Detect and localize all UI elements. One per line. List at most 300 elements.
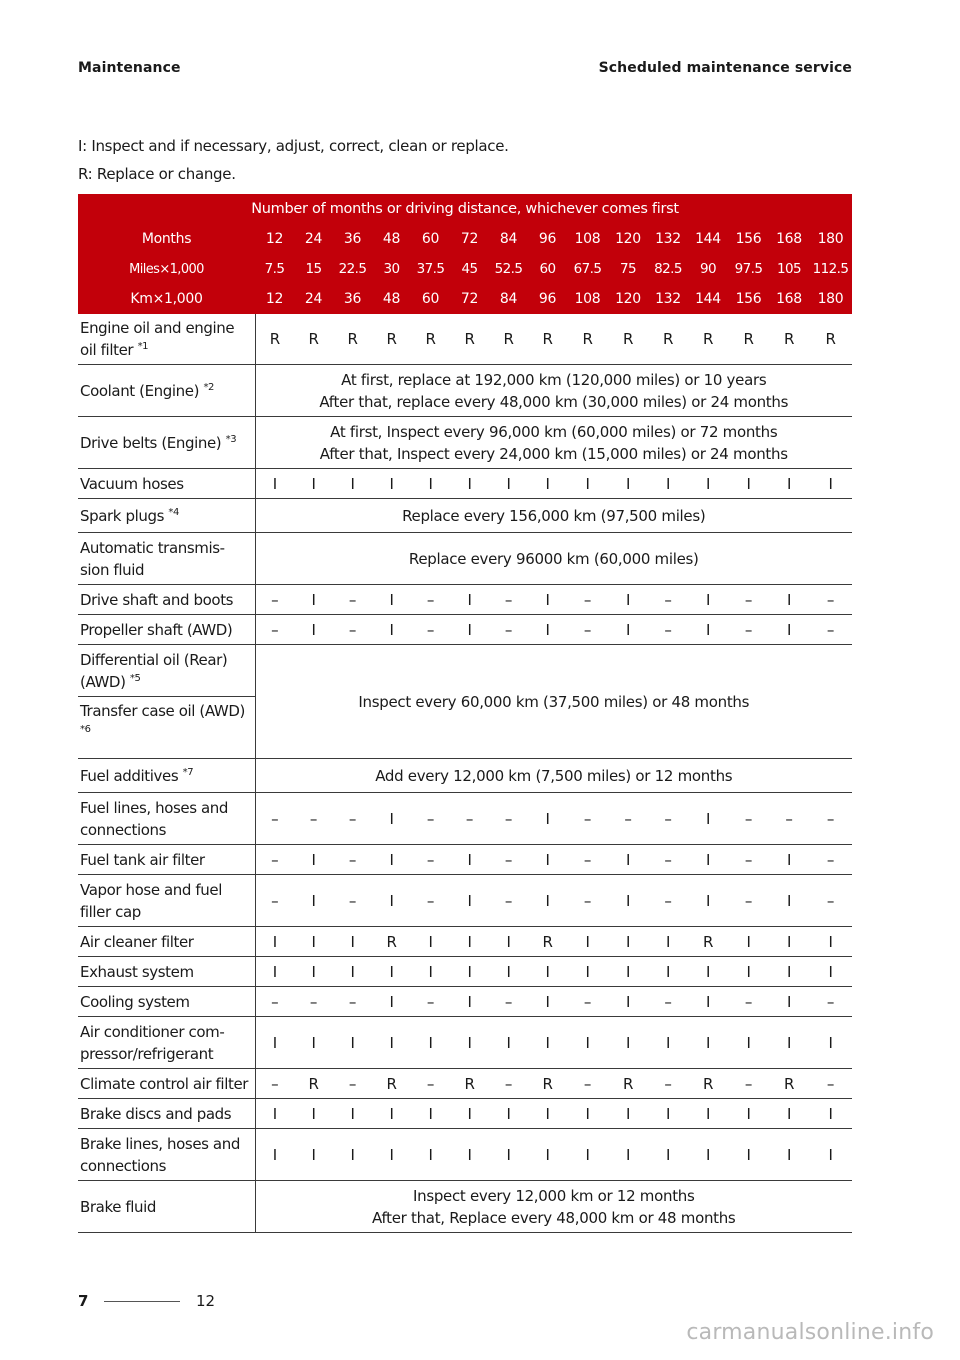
- service-code: –: [809, 845, 852, 875]
- service-code: I: [411, 927, 450, 957]
- service-code: I: [450, 1129, 489, 1181]
- service-code: –: [728, 987, 769, 1017]
- service-code: R: [528, 1069, 567, 1099]
- service-code: –: [809, 793, 852, 845]
- service-code: I: [450, 615, 489, 645]
- miles-row-value: 22.5: [333, 254, 372, 284]
- miles-row-value: 75: [608, 254, 648, 284]
- service-code: I: [528, 615, 567, 645]
- service-code: –: [648, 1069, 688, 1099]
- service-code: I: [769, 927, 809, 957]
- interval-text: Inspect every 60,000 km (37,500 miles) or 48 months: [358, 692, 750, 711]
- service-code: I: [450, 585, 489, 615]
- interval-text: Replace every 156,000 km (97,500 miles): [402, 506, 706, 525]
- service-code: I: [372, 469, 411, 499]
- km-row: [78, 284, 852, 314]
- item-cell: [78, 585, 255, 615]
- service-code: –: [567, 1069, 608, 1099]
- service-code: R: [688, 1069, 728, 1099]
- km-row-label: Km×1,000: [78, 284, 255, 314]
- service-code: R: [372, 314, 411, 365]
- service-code: I: [372, 1099, 411, 1129]
- service-code: I: [769, 615, 809, 645]
- service-code: –: [728, 875, 769, 927]
- service-code: I: [769, 585, 809, 615]
- months-row-value: 48: [372, 224, 411, 254]
- item-cell: [78, 314, 255, 365]
- schedule-row-climate-filter: [78, 1069, 852, 1099]
- item-label: Exhaust system: [80, 962, 194, 981]
- km-row-value: 36: [333, 284, 372, 314]
- table-banner: Number of months or driving distance, whichever comes first: [78, 194, 852, 224]
- interval-note: [255, 417, 852, 469]
- page-title: Scheduled maintenance service: [598, 60, 852, 76]
- months-row-value: 108: [567, 224, 608, 254]
- miles-row-value: 37.5: [411, 254, 450, 284]
- service-code: –: [809, 615, 852, 645]
- service-code: –: [255, 845, 294, 875]
- months-row-value: 132: [648, 224, 688, 254]
- service-code: R: [372, 927, 411, 957]
- schedule-row-coolant: [78, 365, 852, 417]
- service-code: I: [688, 615, 728, 645]
- schedule-row-brake-lines: [78, 1129, 852, 1181]
- service-code: –: [608, 793, 648, 845]
- footnote-ref: *6: [80, 724, 91, 735]
- item-cell: [78, 759, 255, 793]
- service-code: –: [809, 987, 852, 1017]
- service-code: I: [489, 469, 528, 499]
- schedule-row-spark-plugs: [78, 499, 852, 533]
- service-code: I: [489, 1017, 528, 1069]
- item-label: Fuel additives: [80, 766, 179, 785]
- schedule-row-exhaust: [78, 957, 852, 987]
- service-code: I: [648, 957, 688, 987]
- months-row: [78, 224, 852, 254]
- service-code: –: [489, 875, 528, 927]
- item-label: Coolant (Engine): [80, 381, 200, 400]
- item-cell: [78, 957, 255, 987]
- service-code: I: [489, 927, 528, 957]
- item-label: Climate control air filter: [80, 1074, 249, 1093]
- service-code: I: [769, 875, 809, 927]
- interval-note: [255, 1181, 852, 1233]
- service-code: I: [648, 1099, 688, 1129]
- miles-row-value: 82.5: [648, 254, 688, 284]
- months-row-value: 72: [450, 224, 489, 254]
- interval-note: [255, 499, 852, 533]
- service-code: –: [411, 585, 450, 615]
- service-code: I: [528, 1129, 567, 1181]
- item-label: Spark plugs: [80, 506, 164, 525]
- schedule-row-engine-oil: [78, 314, 852, 365]
- miles-row-value: 90: [688, 254, 728, 284]
- km-row-value: 84: [489, 284, 528, 314]
- schedule-row-cooling: [78, 987, 852, 1017]
- service-code: I: [255, 957, 294, 987]
- service-code: R: [372, 1069, 411, 1099]
- service-code: I: [528, 957, 567, 987]
- item-cell: [78, 417, 255, 469]
- service-code: I: [688, 987, 728, 1017]
- service-code: R: [608, 314, 648, 365]
- service-code: R: [450, 314, 489, 365]
- item-cell: [78, 697, 255, 759]
- service-code: –: [333, 845, 372, 875]
- service-code: I: [528, 585, 567, 615]
- page-header: [78, 60, 852, 82]
- service-code: –: [567, 793, 608, 845]
- service-code: I: [608, 585, 648, 615]
- service-code: I: [567, 1099, 608, 1129]
- service-code: I: [728, 1017, 769, 1069]
- schedule-row-auto-trans: [78, 533, 852, 585]
- footnote-ref: *5: [129, 672, 141, 684]
- service-code: I: [728, 957, 769, 987]
- item-cell: [78, 845, 255, 875]
- legend: [78, 132, 509, 188]
- service-code: –: [809, 585, 852, 615]
- item-cell: [78, 1069, 255, 1099]
- service-code: I: [567, 927, 608, 957]
- km-row-value: 108: [567, 284, 608, 314]
- footnote-ref: *3: [225, 433, 237, 445]
- km-row-value: 132: [648, 284, 688, 314]
- service-code: I: [333, 1129, 372, 1181]
- service-code: I: [608, 927, 648, 957]
- service-code: I: [333, 469, 372, 499]
- miles-row-value: 15: [294, 254, 333, 284]
- service-code: –: [255, 1069, 294, 1099]
- service-code: I: [608, 987, 648, 1017]
- service-code: –: [411, 615, 450, 645]
- service-code: R: [294, 1069, 333, 1099]
- footer-divider: [104, 1301, 180, 1302]
- service-code: I: [809, 927, 852, 957]
- service-code: R: [688, 927, 728, 957]
- interval-text: After that, Inspect every 24,000 km (15,000 miles) or 24 months: [319, 444, 788, 463]
- maintenance-schedule-table: [78, 194, 852, 1233]
- service-code: I: [372, 987, 411, 1017]
- service-code: R: [450, 1069, 489, 1099]
- service-code: –: [255, 585, 294, 615]
- schedule-row-fuel-additives: [78, 759, 852, 793]
- service-code: –: [728, 793, 769, 845]
- miles-row-value: 67.5: [567, 254, 608, 284]
- item-label: Automatic transmis-sion fluid: [80, 538, 225, 579]
- service-code: I: [333, 1099, 372, 1129]
- months-row-value: 12: [255, 224, 294, 254]
- interval-text: At first, Inspect every 96,000 km (60,000 miles) or 72 months: [330, 422, 778, 441]
- item-cell: [78, 1181, 255, 1233]
- header-banner-row: [78, 194, 852, 224]
- service-code: I: [450, 1017, 489, 1069]
- item-cell: [78, 1129, 255, 1181]
- service-code: I: [688, 957, 728, 987]
- service-code: –: [294, 793, 333, 845]
- service-code: –: [809, 1069, 852, 1099]
- service-code: I: [294, 957, 333, 987]
- km-row-value: 48: [372, 284, 411, 314]
- miles-row-value: 105: [769, 254, 809, 284]
- service-code: I: [450, 927, 489, 957]
- service-code: I: [769, 1099, 809, 1129]
- service-code: –: [411, 875, 450, 927]
- service-code: I: [255, 1017, 294, 1069]
- service-code: I: [728, 927, 769, 957]
- service-code: –: [489, 585, 528, 615]
- legend-replace: R: Replace or change.: [78, 165, 236, 183]
- item-label: Fuel tank air filter: [80, 850, 205, 869]
- service-code: I: [411, 1017, 450, 1069]
- schedule-row-drive-shaft: [78, 585, 852, 615]
- service-code: I: [688, 875, 728, 927]
- item-cell: [78, 793, 255, 845]
- service-code: –: [648, 615, 688, 645]
- service-code: I: [372, 793, 411, 845]
- service-code: I: [528, 1017, 567, 1069]
- legend-inspect: I: Inspect and if necessary, adjust, correct, clean or replace.: [78, 137, 509, 155]
- service-code: I: [608, 469, 648, 499]
- item-cell: [78, 927, 255, 957]
- service-code: R: [769, 314, 809, 365]
- item-label: Transfer case oil (AWD): [80, 702, 245, 720]
- item-label: Brake discs and pads: [80, 1104, 232, 1123]
- service-code: I: [528, 987, 567, 1017]
- item-label: Drive shaft and boots: [80, 590, 234, 609]
- schedule-row-brake-fluid: [78, 1181, 852, 1233]
- service-code: I: [294, 1017, 333, 1069]
- item-cell: [78, 645, 255, 697]
- service-code: –: [648, 585, 688, 615]
- km-row-value: 24: [294, 284, 333, 314]
- service-code: –: [333, 793, 372, 845]
- service-code: R: [648, 314, 688, 365]
- service-code: I: [294, 927, 333, 957]
- service-code: –: [567, 875, 608, 927]
- months-row-value: 36: [333, 224, 372, 254]
- item-cell: [78, 533, 255, 585]
- service-code: I: [372, 875, 411, 927]
- service-code: I: [648, 1017, 688, 1069]
- interval-note: [255, 759, 852, 793]
- service-code: –: [294, 987, 333, 1017]
- miles-row-value: 30: [372, 254, 411, 284]
- miles-row-value: 60: [528, 254, 567, 284]
- item-label: Drive belts (Engine): [80, 433, 222, 452]
- service-code: I: [728, 1129, 769, 1181]
- item-label: Vacuum hoses: [80, 474, 184, 493]
- item-label: Fuel lines, hoses and connections: [80, 798, 229, 839]
- interval-note: [255, 365, 852, 417]
- service-code: I: [608, 845, 648, 875]
- service-code: –: [333, 875, 372, 927]
- service-code: –: [255, 987, 294, 1017]
- miles-row-label: Miles×1,000: [78, 254, 255, 284]
- service-code: R: [608, 1069, 648, 1099]
- service-code: I: [608, 1099, 648, 1129]
- service-code: R: [769, 1069, 809, 1099]
- schedule-row-ac-compressor: [78, 1017, 852, 1069]
- service-code: I: [255, 1129, 294, 1181]
- schedule-row-diff-oil: [78, 645, 852, 697]
- interval-text: Inspect every 12,000 km or 12 months: [412, 1186, 695, 1205]
- service-code: I: [528, 469, 567, 499]
- service-code: I: [294, 1099, 333, 1129]
- months-row-value: 84: [489, 224, 528, 254]
- service-code: I: [648, 469, 688, 499]
- item-cell: [78, 469, 255, 499]
- km-row-value: 120: [608, 284, 648, 314]
- service-code: I: [809, 1129, 852, 1181]
- service-code: I: [255, 1099, 294, 1129]
- km-row-value: 72: [450, 284, 489, 314]
- service-code: –: [648, 793, 688, 845]
- miles-row-value: 7.5: [255, 254, 294, 284]
- schedule-row-fuel-lines: [78, 793, 852, 845]
- service-code: I: [372, 1129, 411, 1181]
- item-label: Propeller shaft (AWD): [80, 620, 233, 639]
- service-code: I: [688, 1017, 728, 1069]
- service-code: –: [567, 845, 608, 875]
- service-code: I: [769, 957, 809, 987]
- service-code: I: [608, 875, 648, 927]
- service-code: I: [648, 927, 688, 957]
- schedule-row-brake-discs: [78, 1099, 852, 1129]
- footnote-ref: *2: [203, 381, 214, 393]
- service-code: I: [294, 615, 333, 645]
- service-code: I: [809, 957, 852, 987]
- months-row-value: 168: [769, 224, 809, 254]
- service-code: R: [728, 314, 769, 365]
- schedule-row-propeller-shaft: [78, 615, 852, 645]
- service-code: I: [608, 957, 648, 987]
- months-row-value: 144: [688, 224, 728, 254]
- service-code: I: [255, 927, 294, 957]
- service-code: I: [294, 469, 333, 499]
- months-row-value: 96: [528, 224, 567, 254]
- service-code: I: [450, 845, 489, 875]
- service-code: R: [294, 314, 333, 365]
- service-code: –: [728, 585, 769, 615]
- service-code: I: [728, 1099, 769, 1129]
- months-row-value: 120: [608, 224, 648, 254]
- months-row-value: 60: [411, 224, 450, 254]
- service-code: I: [450, 875, 489, 927]
- interval-note: [255, 645, 852, 759]
- service-code: I: [372, 1017, 411, 1069]
- service-code: I: [688, 1129, 728, 1181]
- service-code: I: [411, 957, 450, 987]
- item-label: Brake fluid: [80, 1197, 157, 1216]
- service-code: R: [528, 314, 567, 365]
- item-cell: [78, 615, 255, 645]
- service-code: I: [372, 845, 411, 875]
- service-code: I: [567, 1129, 608, 1181]
- interval-note: [255, 533, 852, 585]
- service-code: –: [333, 615, 372, 645]
- service-code: I: [411, 1129, 450, 1181]
- km-row-value: 12: [255, 284, 294, 314]
- item-cell: [78, 875, 255, 927]
- page-number: 12: [196, 1292, 216, 1310]
- item-label: Vapor hose and fuel filler cap: [80, 880, 222, 921]
- item-label: Cooling system: [80, 992, 190, 1011]
- schedule-row-vacuum-hoses: [78, 469, 852, 499]
- chapter-number: 7: [78, 1292, 89, 1310]
- item-label: Brake lines, hoses and connections: [80, 1134, 240, 1175]
- section-title: Maintenance: [78, 60, 181, 76]
- service-code: I: [528, 793, 567, 845]
- service-code: I: [608, 1017, 648, 1069]
- service-code: I: [809, 469, 852, 499]
- service-code: I: [769, 469, 809, 499]
- item-cell: [78, 365, 255, 417]
- service-code: R: [255, 314, 294, 365]
- service-code: –: [648, 875, 688, 927]
- service-code: –: [567, 585, 608, 615]
- service-code: I: [688, 585, 728, 615]
- service-code: –: [489, 793, 528, 845]
- service-code: –: [411, 793, 450, 845]
- service-code: –: [255, 615, 294, 645]
- service-code: I: [372, 585, 411, 615]
- item-cell: [78, 987, 255, 1017]
- service-code: I: [450, 469, 489, 499]
- service-code: I: [688, 845, 728, 875]
- item-label: Engine oil and engine oil filter: [80, 319, 235, 359]
- months-row-value: 180: [809, 224, 852, 254]
- service-code: I: [769, 1017, 809, 1069]
- service-code: –: [255, 875, 294, 927]
- months-row-value: 24: [294, 224, 333, 254]
- miles-row-value: 97.5: [728, 254, 769, 284]
- service-code: –: [489, 615, 528, 645]
- item-cell: [78, 499, 255, 533]
- service-code: R: [567, 314, 608, 365]
- service-code: –: [333, 987, 372, 1017]
- service-code: R: [333, 314, 372, 365]
- service-code: –: [648, 987, 688, 1017]
- interval-text: After that, Replace every 48,000 km or 48 months: [372, 1208, 736, 1227]
- service-code: I: [769, 1129, 809, 1181]
- service-code: –: [489, 845, 528, 875]
- service-code: R: [528, 927, 567, 957]
- service-code: I: [450, 987, 489, 1017]
- service-code: I: [372, 615, 411, 645]
- service-code: I: [769, 987, 809, 1017]
- service-code: I: [333, 1017, 372, 1069]
- km-row-value: 180: [809, 284, 852, 314]
- footnote-ref: *4: [168, 506, 179, 518]
- service-code: –: [728, 845, 769, 875]
- item-cell: [78, 1099, 255, 1129]
- km-row-value: 168: [769, 284, 809, 314]
- service-code: I: [769, 845, 809, 875]
- service-code: I: [333, 927, 372, 957]
- service-code: I: [688, 1099, 728, 1129]
- watermark: carmanualsonline.info: [686, 1320, 934, 1345]
- service-code: –: [411, 987, 450, 1017]
- miles-row: [78, 254, 852, 284]
- km-row-value: 96: [528, 284, 567, 314]
- service-code: –: [648, 845, 688, 875]
- service-code: –: [809, 875, 852, 927]
- schedule-row-drive-belts: [78, 417, 852, 469]
- miles-row-value: 52.5: [489, 254, 528, 284]
- service-code: I: [567, 957, 608, 987]
- service-code: I: [489, 1099, 528, 1129]
